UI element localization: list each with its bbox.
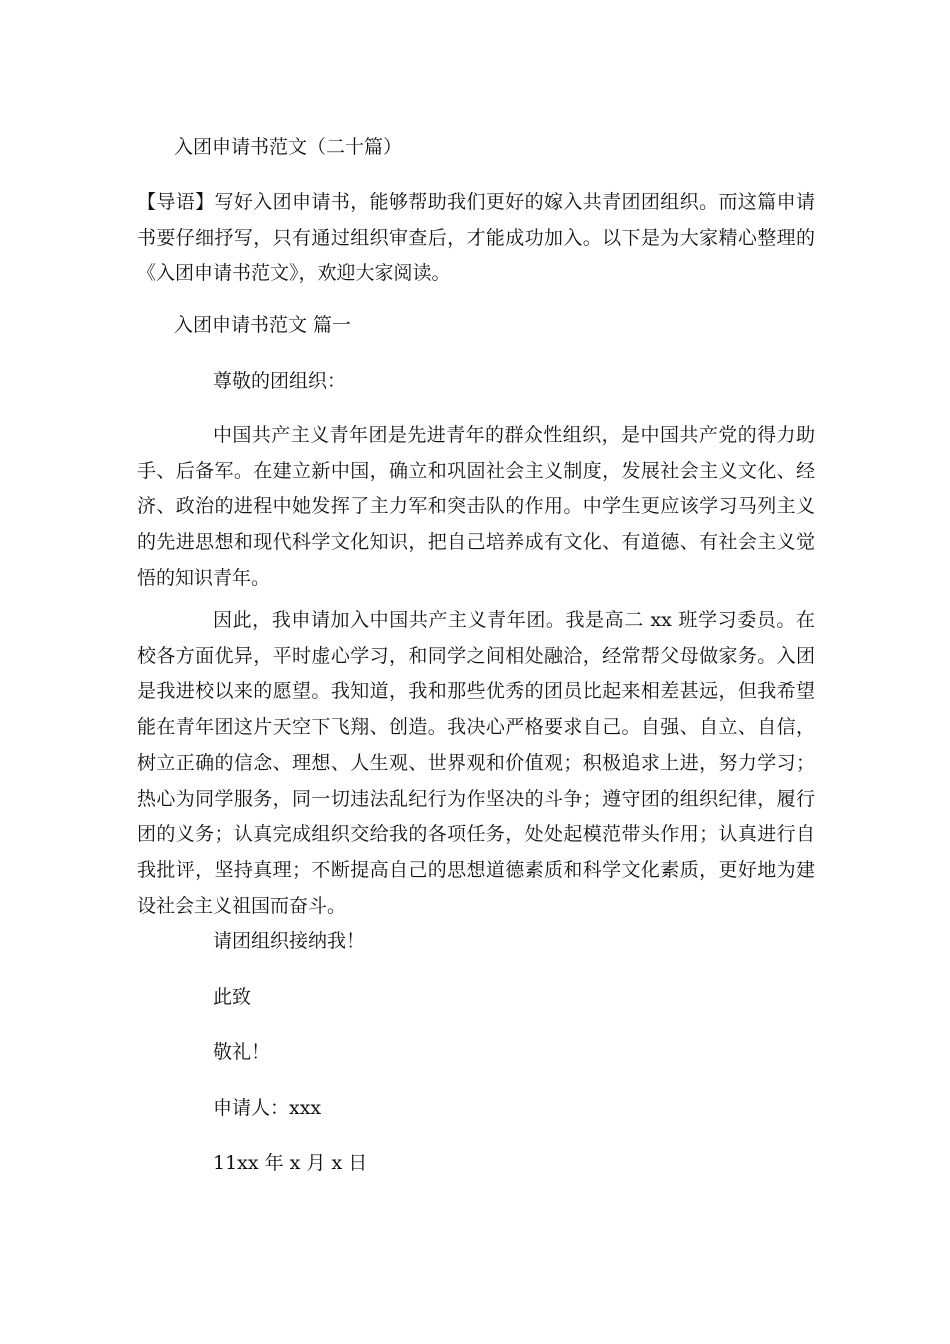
- applicant-line: 申请人：xxx: [213, 1097, 322, 1119]
- request-line: 请团组织接纳我！: [213, 930, 366, 952]
- body-paragraph-1: 中国共产主义青年团是先进青年的群众性组织，是中国共产党的得力助手、后备军。在建立新中国，确立和巩固社会主义制度，发展社会主义文化、经济、政治的进程中她发挥了主力军和突击队的作用。中学生更应该学习马列主义的先进思想和现代科学文化知识，把自己培养成有文化、有道德、有社会主义觉悟的知识青年。: [137, 424, 815, 589]
- section-heading: 入团申请书范文 篇一: [174, 314, 352, 336]
- closing-line-2: 敬礼！: [213, 1041, 271, 1063]
- closing-line-1: 此致: [213, 986, 252, 1008]
- document-title: 入团申请书范文（二十篇）: [174, 136, 403, 158]
- body-paragraph-2: 因此，我申请加入中国共产主义青年团。我是高二 xx 班学习委员。在校各方面优异，平时虚心学习，和同学之间相处融洽，经常帮父母做家务。入团是我进校以来的愿望。我知道，我和那些优秀的团员比起来相差甚远，但我希望能在青年团这片天空下飞翔、创造。我决心严格要求自己。自强、自立、自信，树立正确的信念、理想、人生观、世界观和价值观；积极追求上进，努力学习；热心为同学服务，同一切违法乱纪行为作坚决的斗争；遵守团的组织纪律，履行团的义务；认真完成组织交给我的各项任务，处处起模范带头作用；认真进行自我批评，坚持真理；不断提高自己的思想道德素质和科学文化素质，更好地为建设社会主义祖国而奋斗。: [137, 609, 815, 917]
- salutation: 尊敬的团组织：: [213, 370, 347, 392]
- intro-paragraph: 【导语】写好入团申请书，能够帮助我们更好的嫁入共青团团组织。而这篇申请书要仔细抒写，只有通过组织审查后，才能成功加入。以下是为大家精心整理的《入团申请书范文》，欢迎大家阅读。: [137, 191, 815, 285]
- date-line: 11xx 年 x 月 x 日: [213, 1152, 368, 1174]
